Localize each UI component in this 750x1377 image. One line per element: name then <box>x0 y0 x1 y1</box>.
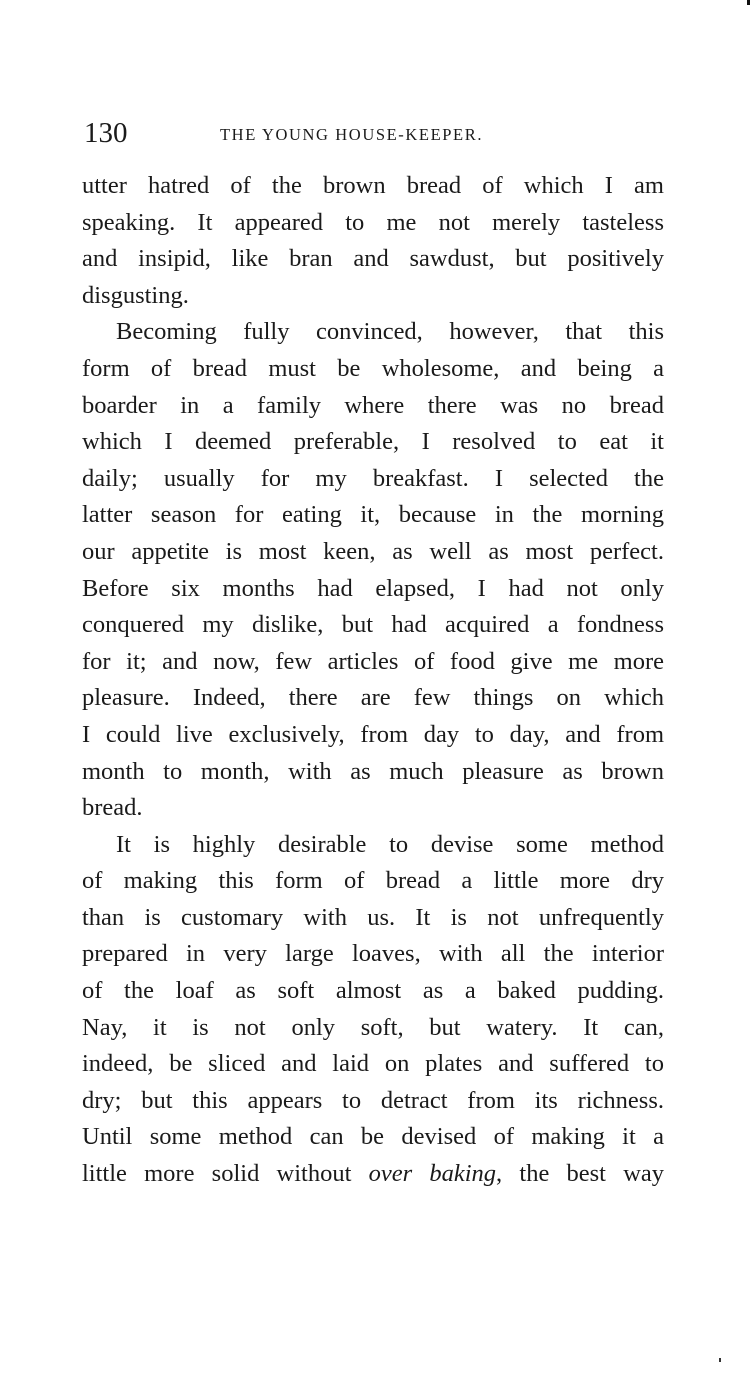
text-line: of the loaf as soft almost as a baked pudding. <box>82 977 664 1005</box>
body-text <box>82 168 664 1193</box>
text-line: boarder in a family where there was no bread <box>82 391 664 419</box>
paragraph-first-line: Becoming fully convinced, however, that this <box>116 318 664 346</box>
text-line: bread. <box>82 794 143 822</box>
text-line: Until some method can be devised of making it a <box>82 1123 664 1151</box>
text-line: month to month, with as much pleasure as brown <box>82 757 664 785</box>
text-line: which I deemed preferable, I resolved to eat it <box>82 428 664 456</box>
text-line: for it; and now, few articles of food give me more <box>82 647 664 675</box>
text-line: indeed, be sliced and laid on plates and suffered to <box>82 1050 664 1078</box>
text-line: than is customary with us. It is not unfrequently <box>82 903 664 931</box>
text-line: pleasure. Indeed, there are few things on which <box>82 684 664 712</box>
paragraph-first-line: It is highly desirable to devise some method <box>116 830 664 858</box>
text-line: of making this form of bread a little more dry <box>82 867 664 895</box>
text-segment: little more solid without <box>82 1160 369 1188</box>
italic-phrase: over baking <box>368 1160 497 1188</box>
text-line: prepared in very large loaves, with all the interior <box>82 940 664 968</box>
text-line: Nay, it is not only soft, but watery. It can, <box>82 1013 664 1041</box>
text-line: form of bread must be wholesome, and being a <box>82 354 664 382</box>
text-segment: , the best way <box>496 1160 665 1188</box>
text-line: daily; usually for my breakfast. I selected the <box>82 464 664 492</box>
text-line-with-italic <box>82 1156 664 1193</box>
text-line: conquered my dislike, but had acquired a fondness <box>82 611 664 639</box>
scan-mark-bottom <box>719 1358 721 1362</box>
text-line: speaking. It appeared to me not merely tasteless <box>82 208 664 236</box>
text-line: I could live exclusively, from day to day, and from <box>82 720 664 748</box>
text-line: disgusting. <box>82 281 189 309</box>
text-line: utter hatred of the brown bread of which I am <box>82 172 664 199</box>
text-line: our appetite is most keen, as well as most perfect. <box>82 537 664 565</box>
page-number: 130 <box>84 117 128 149</box>
running-head: THE YOUNG HOUSE-KEEPER. <box>220 125 484 144</box>
page-header <box>84 116 664 156</box>
text-line: Before six months had elapsed, I had not only <box>82 574 664 602</box>
text-line: latter season for eating it, because in the morning <box>82 501 664 529</box>
text-line: dry; but this appears to detract from its richness. <box>82 1086 664 1114</box>
text-line: and insipid, like bran and sawdust, but positively <box>82 245 664 273</box>
